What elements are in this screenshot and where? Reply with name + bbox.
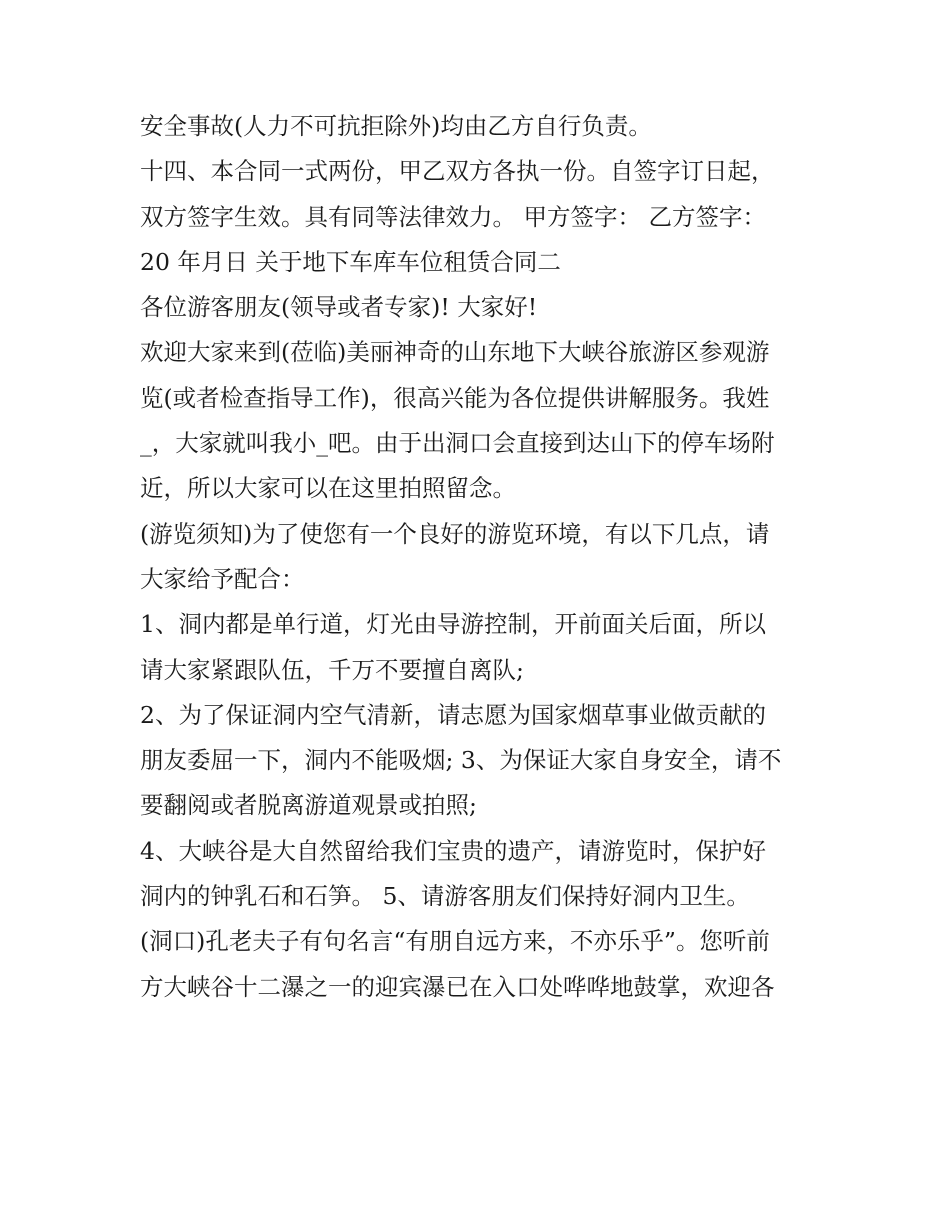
text-line: 20 年月日 关于地下车库车位租赁合同二 [140, 247, 561, 276]
text-line: 朋友委屈一下，洞内不能吸烟; 3、为保证大家自身安全，请不 [140, 746, 782, 775]
text-line: 安全事故(人力不可抗拒除外)均由乙方自行负责。 [140, 112, 652, 140]
text-line: 各位游客朋友(领导或者专家)! 大家好! [140, 293, 538, 322]
text-line: 洞内的钟乳石和石笋。 5、请游客朋友们保持好洞内卫生。 [140, 882, 750, 911]
text-line: 双方签字生效。具有同等法律效力。 甲方签字： 乙方签字： [140, 202, 766, 231]
text-line: 1、洞内都是单行道，灯光由导游控制，开前面关后面，所以 [140, 610, 766, 639]
text-line: 4、大峡谷是大自然留给我们宝贵的遗产，请游览时，保护好 [140, 836, 766, 865]
text-line: 请大家紧跟队伍，千万不要擅自离队; [140, 655, 524, 684]
text-line: 方大峡谷十二瀑之一的迎宾瀑已在入口处哗哗地鼓掌，欢迎各 [140, 972, 775, 1001]
text-line: 要翻阅或者脱离游道观景或拍照; [140, 791, 477, 820]
text-line: (游览须知)为了使您有一个良好的游览环境，有以下几点，请 [140, 519, 770, 548]
text-line: 览(或者检查指导工作)，很高兴能为各位提供讲解服务。我姓 [140, 383, 770, 412]
document-body [140, 104, 820, 1010]
text-line: 2、为了保证洞内空气清新，请志愿为国家烟草事业做贡献的 [140, 700, 766, 729]
text-line: 欢迎大家来到(莅临)美丽神奇的山东地下大峡谷旅游区参观游 [140, 338, 770, 367]
text-line: _，大家就叫我小_吧。由于出洞口会直接到达山下的停车场附 [140, 429, 775, 458]
text-line: 十四、本合同一式两份，甲乙双方各执一份。自签字订日起， [140, 157, 775, 186]
text-line: 近，所以大家可以在这里拍照留念。 [140, 474, 516, 503]
text-line: 大家给予配合： [140, 564, 305, 593]
text-line: (洞口)孔老夫子有句名言“有朋自远方来，不亦乐乎”。您听前 [140, 927, 770, 956]
